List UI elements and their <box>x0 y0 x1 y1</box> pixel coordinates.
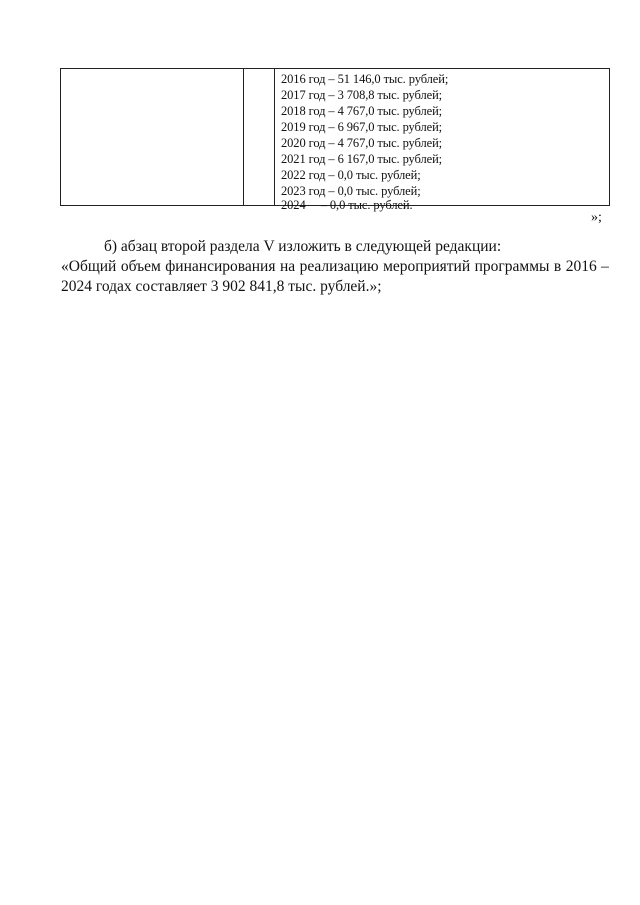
word: «Общий <box>61 258 117 275</box>
paragraph-b-intro: б) абзац второй раздела V изложить в следующей редакции: <box>104 238 502 255</box>
word: на <box>279 258 296 275</box>
word: программы <box>474 258 550 275</box>
word: – <box>601 258 609 275</box>
funding-line: 2017 год – 3 708,8 тыс. рублей; <box>281 88 443 102</box>
word: финансирования <box>165 258 276 275</box>
funding-line: 2019 год – 6 967,0 тыс. рублей; <box>281 120 443 134</box>
funding-line: 2016 год – 51 146,0 тыс. рублей; <box>281 72 449 86</box>
word: 2016 <box>565 258 597 275</box>
funding-line: 2022 год – 0,0 тыс. рублей; <box>281 168 421 182</box>
closing-quote: »; <box>591 210 602 225</box>
word: объем <box>120 258 161 275</box>
table-column-name <box>61 69 244 205</box>
word: реализацию <box>299 258 379 275</box>
funding-line: 2018 год – 4 767,0 тыс. рублей; <box>281 104 443 118</box>
funding-line: 2023 год – 0,0 тыс. рублей; <box>281 184 421 198</box>
funding-table <box>60 68 610 212</box>
funding-line: 2020 год – 4 767,0 тыс. рублей; <box>281 136 443 150</box>
paragraph-b-line2: 2024 годах составляет 3 902 841,8 тыс. рублей.»; <box>61 278 382 295</box>
funding-line: 2021 год – 6 167,0 тыс. рублей; <box>281 152 443 166</box>
paragraph-b-line1 <box>61 258 609 276</box>
word: в <box>553 258 562 275</box>
table-column-funding <box>275 69 609 212</box>
table-column-number <box>244 69 275 205</box>
word: мероприятий <box>383 258 471 275</box>
funding-line: 2024 – 0,0 тыс. рублей. <box>281 198 413 212</box>
